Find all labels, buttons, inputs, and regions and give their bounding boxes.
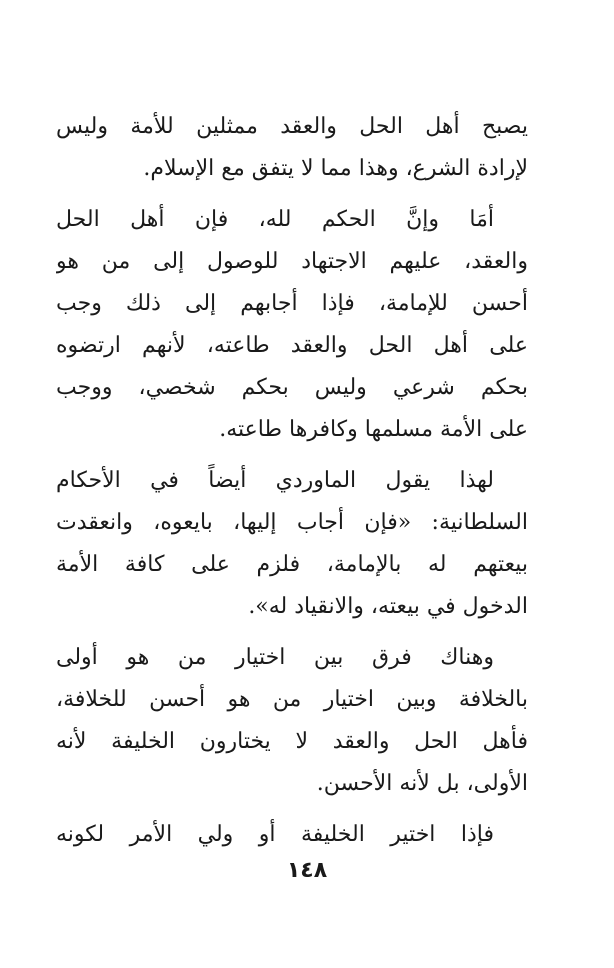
text-line: فأهل الحل والعقد لا يختارون الخليفة لأنه	[56, 729, 528, 754]
page-number: ١٤٨	[286, 858, 328, 883]
text-line: الدخول في بيعته، والانقياد له».	[248, 594, 528, 619]
paragraph-1	[56, 106, 528, 190]
text-line: وهناك فرق بين اختيار من هو أولى	[56, 645, 494, 670]
text-line: والعقد، عليهم الاجتهاد للوصول إلى من هو	[56, 249, 528, 274]
text-line: السلطانية: «فإن أجاب إليها، بايعوه، وانعقدت	[56, 510, 528, 535]
text-line: أحسن للإمامة، فإذا أجابهم إلى ذلك وجب	[56, 291, 528, 316]
text-line: فإذا اختير الخليفة أو ولي الأمر لكونه	[56, 822, 494, 847]
text-line: الأولى، بل لأنه الأحسن.	[316, 771, 528, 796]
text-line: لإرادة الشرع، وهذا مما لا يتفق مع الإسلام.	[143, 156, 528, 181]
text-line: بالخلافة وبين اختيار من هو أحسن للخلافة،	[56, 687, 528, 712]
text-line: على أهل الحل والعقد طاعته، لأنهم ارتضوه	[56, 333, 528, 358]
paragraph-5	[56, 814, 528, 856]
text-line: لهذا يقول الماوردي أيضاً في الأحكام	[56, 468, 494, 493]
paragraph-2	[56, 199, 528, 451]
body-text	[56, 106, 528, 865]
paragraph-3	[56, 460, 528, 628]
text-line: أمَا وإنَّ الحكم لله، فإن أهل الحل	[56, 207, 494, 232]
text-line: بحكم شرعي وليس بحكم شخصي، ووجب	[56, 375, 528, 400]
text-line: على الأمة مسلمها وكافرها طاعته.	[219, 417, 528, 442]
paragraph-4	[56, 637, 528, 805]
text-line: يصبح أهل الحل والعقد ممثلين للأمة وليس	[56, 114, 528, 139]
text-line: بيعتهم له بالإمامة، فلزم على كافة الأمة	[56, 552, 528, 577]
